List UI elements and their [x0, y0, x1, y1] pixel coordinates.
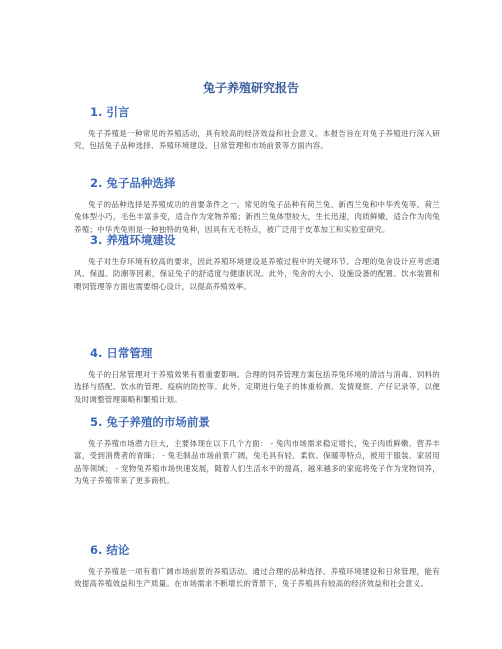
- section-heading: 4. 日常管理: [90, 346, 153, 360]
- section-conclusion: [74, 542, 440, 591]
- section-heading: 2. 兔子品种选择: [90, 176, 176, 190]
- section-breed-selection: [74, 175, 440, 236]
- section-market-outlook: [74, 414, 440, 488]
- section-introduction: [74, 104, 440, 153]
- document-title: 兔子养殖研究报告: [202, 81, 299, 95]
- section-daily-management: [74, 345, 440, 406]
- section-paragraph: 兔子的日常管理对于养殖效果有着重要影响。合理的饲养管理方案包括养兔环境的清洁与消毒、饲料的选择与搭配、饮水的管理、疫病的防控等。此外，定期进行兔子的体重检测、发情观察、产仔记录等，以便及时调整管理策略和繁殖计划。: [74, 370, 440, 404]
- section-heading: 3. 养殖环境建设: [90, 233, 176, 247]
- section-paragraph: 兔子的品种选择是养殖成功的首要条件之一。常见的兔子品种有荷兰兔、新西兰兔和中华秃兔等。荷兰兔体型小巧，毛色丰富多变，适合作为宠物养殖；新西兰兔体型较大，生长迅速，肉质鲜嫩，适合作为肉兔养殖；中华秃兔则是一种独特的兔种，因具有无毛特点，被广泛用于皮革加工和实验室研究。: [74, 200, 440, 234]
- section-environment: [74, 232, 440, 293]
- section-paragraph: 兔子养殖是一项有着广阔市场前景的养殖活动。通过合理的品种选择、养殖环境建设和日常管理，能有效提高养殖效益和生产质量。在市场需求不断增长的背景下，兔子养殖具有较高的经济效益和社会意义。: [74, 567, 440, 589]
- section-heading: 1. 引言: [90, 105, 130, 119]
- section-heading: 6. 结论: [90, 543, 130, 557]
- section-paragraph: 兔子对生存环境有较高的要求，因此养殖环境建设是养殖过程中的关键环节。合理的兔舍设计应考虑通风、保温、防潮等因素，保证兔子的舒适度与健康状况。此外，兔舍的大小、设施设备的配置、饮水装置和喂饲管理等方面也需要细心设计，以提高养殖效率。: [74, 257, 440, 291]
- section-paragraph: 兔子养殖市场潜力巨大，主要体现在以下几个方面： - 兔肉市场需求稳定增长，兔子肉质鲜嫩、营养丰富，受到消费者的青睐； - 兔毛制品市场前景广阔，兔毛具有轻、柔软、保暖等特点，被用于服装、家居用品等领域； - 宠物兔养殖市场快速发展，随着人们生活水平的提高，越来越多的家庭将兔子作为宠物饲养，为兔子养殖带来了更多商机。: [74, 439, 440, 486]
- section-paragraph: 兔子养殖是一种常见的养殖活动，具有较高的经济效益和社会意义。本报告旨在对兔子养殖进行深入研究，包括兔子品种选择、养殖环境建设、日常管理和市场前景等方面内容。: [74, 129, 440, 151]
- section-heading: 5. 兔子养殖的市场前景: [90, 415, 210, 429]
